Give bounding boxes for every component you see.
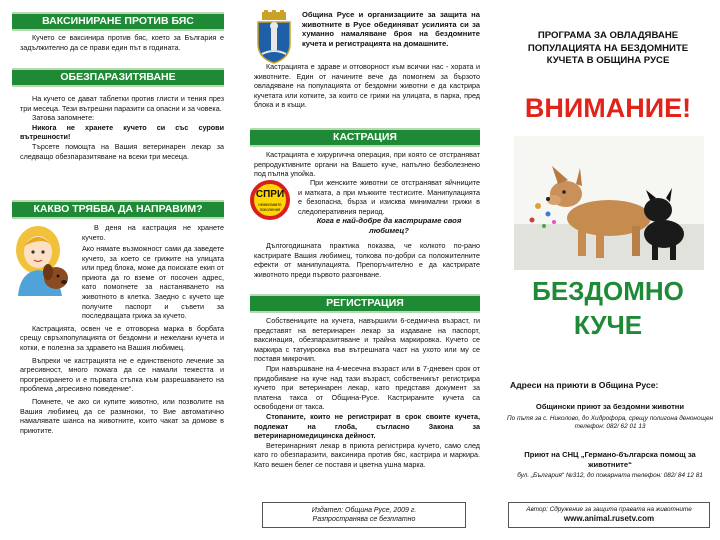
author-line: Автор: Сдружение за защита правата на животните: [526, 506, 692, 513]
castration-text-3: [254, 241, 480, 279]
shelter-municipal-address: По пътя за с. Николово, до Хидрофорa, срещу полигона денонощен телефон: 082/ 62 01 13: [506, 415, 714, 431]
castration-p3: Кога е най-добре да кастрираме своя любимец?: [316, 216, 462, 235]
castration-text: [254, 150, 480, 179]
homeless-headline-line1: БЕЗДОМНО: [532, 276, 684, 306]
deworming-text: [20, 94, 224, 161]
addresses-title: Адреси на приюти в Община Русе:: [510, 380, 659, 390]
todo-p3: Кастрацията, освен че е отговорна марка в борбата срещу свръхпопулацията от бездомни и нежелани кучета и котки, е полезна за здравето на Вашия любимец.: [20, 323, 224, 352]
castration-p4: Дългогодишната практика показва, че колкото по-рано кастрирате Вашия любимец, толкова по-добри са положителните ефекти от манипулацията. Препоръчително е да кастрирате животното преди първото разгонване.: [254, 241, 480, 279]
left-panel: [0, 0, 235, 540]
castration-intro-p1: Кастрацията е здраве и отговорност към всички нас - хората и животните. Един от начините вече да помогнем за бързото овладяване на популацията от бездомни животни е да кастрира кучетата или котките, за които се грижи на улицата, в парка, пред блока и в къщи.: [254, 62, 480, 110]
stop-sign-word: СПРИ: [255, 189, 285, 200]
castration-p1: Кастрацията е хирургична операция, при която се отстраняват репродуктивните органи на Вашето куче, напълно безболезнено под пълна упойка.: [254, 150, 480, 179]
todo-p2: Ако нямате възможност сами да заведете кучето, за което се грижите на улицата или пред блока, може да поискате екип от приюта да го вземе от посочен адрес, като помогнете за настаняването на животното в клетка. Заедно с кучето ще получите паспорт и съвети за последващата грижа за кучето.: [82, 244, 224, 321]
registration-p4: Ветеринарният лекар в приюта регистрира кучето, само след като го обезпаразити, ваксинира против бяс, кастрира и маркира. Като вешен белег се поставя и цветна ушна марка.: [254, 440, 480, 469]
shelter-german-bulgarian-name: Приют на СНЦ „Германо-българска помощ за животните“: [524, 450, 696, 469]
publisher-box: [262, 502, 466, 528]
stop-sign-icon: [248, 178, 292, 242]
vaccination-heading: ВАКСИНИРАНЕ ПРОТИВ БЯС: [12, 12, 224, 31]
attention-headline: ВНИМАНИЕ!: [524, 93, 692, 123]
ruse-coat-of-arms-icon: [254, 10, 294, 64]
website-link[interactable]: www.animal.rusetv.com: [563, 514, 655, 523]
shelter-municipal-name: Общински приют за бездомни животни: [535, 402, 685, 411]
registration-text: [254, 316, 480, 470]
shelter-german-bulgarian: [506, 450, 714, 480]
todo-heading: КАКВО ТРЯБВА ДА НАПРАВИМ?: [12, 200, 224, 219]
middle-panel: [240, 0, 490, 540]
puppies-photo: [514, 136, 704, 270]
deworming-p1: На кучето се дават таблетки против глисти и тения през три месеца. Тези вътрешни паразити са опасни и за човека.: [20, 94, 224, 113]
right-panel: [496, 0, 720, 540]
registration-p3: Стопаните, които не регистрират в срок своите кучета, подлежат на глоба, съгласно Закона за ветеринарномедицинска дейност.: [254, 411, 480, 441]
program-title: ПРОГРАМА ЗА ОВЛАДЯВАНЕ ПОПУЛАЦИЯТА НА БЕЗДОМНИТЕ КУЧЕТА В ОБЩИНА РУСЕ: [527, 30, 689, 66]
homeless-headline-line2: КУЧЕ: [573, 310, 643, 340]
deworming-p4: Търсете помощта на Вашия ветеринарен лекар за следващо обезпаразитяване на всеки три месеца.: [20, 141, 224, 161]
castration-intro-text: [254, 62, 480, 110]
intro-paragraph: Община Русе и организациите за защита на животните в Русе обединяват усилията си за хуманно намаляване броя на бездомните кучета и регистрацията на домашните.: [302, 10, 480, 48]
stop-sign-sub: нежеланите поколения: [258, 202, 282, 212]
shelter-municipal: [506, 402, 714, 432]
castration-text-2: [298, 178, 480, 236]
registration-p1: Собствениците на кучета, навършили 6-седмична възраст, ги представят на ветеринарен лекар за издаване на паспорт, ваксинация, обезпаразитяване и трайна маркировка. Кучето се маркира с татуировка във вътрешната част на ухото или му се поставя микрочип.: [254, 316, 480, 364]
vaccination-text: [20, 33, 224, 52]
author-box: [508, 502, 710, 528]
shelter-german-bulgarian-address: бул. „България“ №312, до пожарната телефон: 082/ 84 12 81: [517, 472, 703, 479]
deworming-p2: Затова запомнете:: [32, 113, 95, 123]
vaccination-paragraph: Кучето се ваксинира против бяс, което за България е задължително да се прави един път в годината.: [20, 33, 224, 52]
todo-text-main: [20, 244, 224, 435]
todo-p4: Въпреки че кастрацията не е единственото лечение за агресивност, много помага да се намали тежестта и прогресирането и е първата стъпка към разрешаването на проблема „агресивно поведение“.: [20, 355, 224, 394]
distribution-line: Разпространява се безплатно: [312, 515, 416, 523]
registration-p2: При навършване на 4-месечна възраст или в 7-дневен срок от придобиване на куче над тази възраст, собственикът регистрира кучето при ветеринарен лекар, като представя документ за платена такса от Община-Русе. Кастрираните кучета са освободени от такса.: [254, 363, 480, 412]
todo-text-top: [82, 223, 224, 242]
todo-p5: Помнете, че ако си купите животно, или позволите на Вашия любимец да се размножи, то Вие автоматично намалявате шанса на животните, които чакат за домове в приютите.: [20, 396, 224, 435]
publisher-line: Издател: Община Русе, 2009 г.: [311, 507, 417, 514]
castration-p2: При женските животни се отстраняват яйчниците и матката, а при мъжките тестисите. Манипулацията е безопасна, бърза и изисква минимални грижи в следоперативния период.: [298, 178, 480, 216]
castration-heading: КАСТРАЦИЯ: [250, 128, 480, 147]
registration-heading: РЕГИСТРАЦИЯ: [250, 294, 480, 313]
intro-text: [302, 10, 480, 48]
todo-p1: В деня на кастрация не хранете кучето.: [82, 223, 224, 242]
deworming-heading: ОБЕЗПАРАЗИТЯВАНЕ: [12, 68, 224, 87]
deworming-p3: Никога не хранете кучето си със сурови вътрешности!: [20, 122, 224, 142]
